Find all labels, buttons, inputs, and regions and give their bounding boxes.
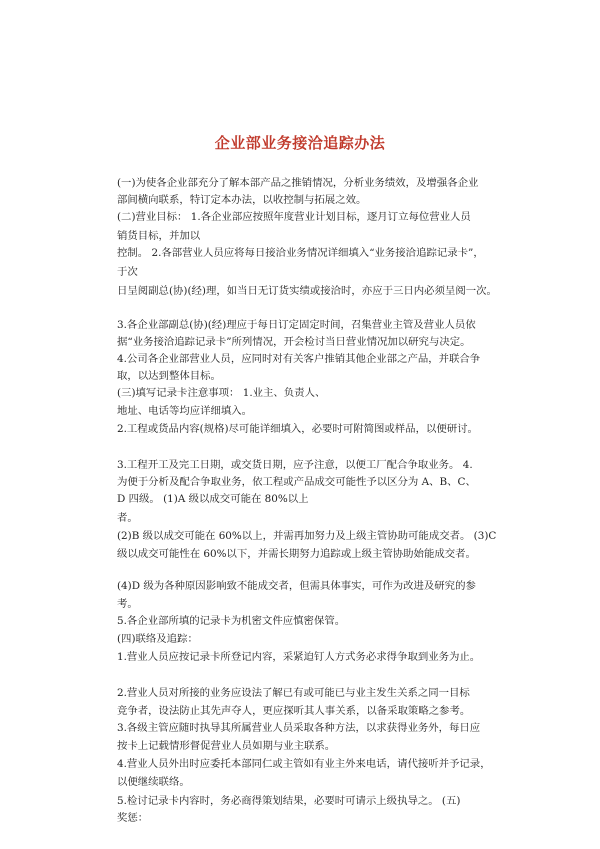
paragraph-line: 5.各企业部所填的记录卡为机密文件应慎密保管。 <box>117 615 346 627</box>
paragraph-line: 1.营业人员应按记录卡所登记内容，采紧迫钉人方式务必求得争取到业务为止。 <box>117 651 481 663</box>
paragraph-line: D 四级。 (1)A 级以成交可能在 80%以上 <box>117 493 309 505</box>
paragraph-line: 级以成交可能性在 60%以下，并需长期努力追踪或上级主管协助始能成交者。 <box>117 548 476 560</box>
page-title: 企业部业务接洽追踪办法 <box>214 134 386 152</box>
paragraph-line: 销货目标，并加以 <box>117 230 201 242</box>
paragraph-line: (2)B 级以成交可能在 60%以上，并需再加努力及上级主管协助可能成交者。 (3)C <box>117 530 497 542</box>
paragraph-line: 取，以达到整体目标。 <box>117 370 221 382</box>
paragraph-line: 2.工程或货品内容(规格)尽可能详细填入，必要时可附简图或样品，以便研讨。 <box>117 423 478 435</box>
paragraph-line: 3.各级主管应随时执导其所属营业人员采取各种方法，以求获得业务外，每日应 <box>117 722 481 734</box>
paragraph-line: 3.各企业部副总(协)(经)理应于每日订定固定时间，召集营业主管及营业人员依 <box>117 319 476 331</box>
paragraph-line: 按卡上记载情形督促营业人员如期与业主联系。 <box>117 740 336 752</box>
paragraph-line: (二)营业目标： 1.各企业部应按照年度营业计划目标，逐月订立每位营业人员 <box>117 211 471 223</box>
paragraph-line: 地址、电话等均应详细填入。 <box>117 405 253 417</box>
paragraph-line: 4.营业人员外出时应委托本部同仁或主管如有业主外来电话，请代接听并予记录， <box>117 758 491 770</box>
paragraph-line: 5.检讨记录卡内容时，务必商得策划结果，必要时可请示上级执导之。 (五) <box>117 795 461 807</box>
paragraph-line: 日呈阅副总(协)(经)理，如当日无订货实绩或接洽时，亦应于三日内必须呈阅一次。 <box>117 285 497 297</box>
paragraph-line: (三)填写记录卡注意事项： 1.业主、负责人、 <box>117 387 326 399</box>
paragraph-line: (一)为使各企业部充分了解本部产品之推销情况，分析业务绩效，及增强各企业 <box>117 177 479 189</box>
paragraph-line: 奖惩： <box>117 812 149 824</box>
paragraph-line: 以便继续联络。 <box>117 776 190 788</box>
paragraph-line: 者。 <box>117 512 138 524</box>
paragraph-line: (四)联络及追踪： <box>117 633 198 645</box>
paragraph-line: 控制。 2.各部营业人员应将每日接洽业务情况详细填入“业务接洽追踪记录卡”， <box>117 247 484 259</box>
paragraph-line: 考。 <box>117 598 138 610</box>
paragraph-line: (4)D 级为各种原因影响致不能成交者，但需具体事实，可作为改进及研究的参 <box>117 580 476 592</box>
paragraph-line: 据“业务接洽追踪记录卡”所列情况，开会检讨当日营业情况加以研究与决定。 <box>117 336 471 348</box>
paragraph-line: 为便于分析及配合争取业务，依工程或产品成交可能性予以区分为 A、B、C、 <box>117 476 476 488</box>
paragraph-line: 4.公司各企业部营业人员，应同时对有关客户推销其他企业部之产品，并联合争 <box>117 353 481 365</box>
paragraph-line: 于次 <box>117 266 138 278</box>
paragraph-line: 3.工程开工及完工日期，或交货日期，应予注意，以便工厂配合争取业务。 4. <box>117 459 473 471</box>
paragraph-line: 竞争者，设法防止其先声夺人，更应探听其人事关系，以备采取策略之参考。 <box>117 705 471 717</box>
paragraph-line: 2.营业人员对所接的业务应设法了解已有或可能已与业主发生关系之同一目标 <box>117 687 470 699</box>
paragraph-line: 部间横向联系，特订定本办法，以收控制与拓展之效。 <box>117 194 367 206</box>
